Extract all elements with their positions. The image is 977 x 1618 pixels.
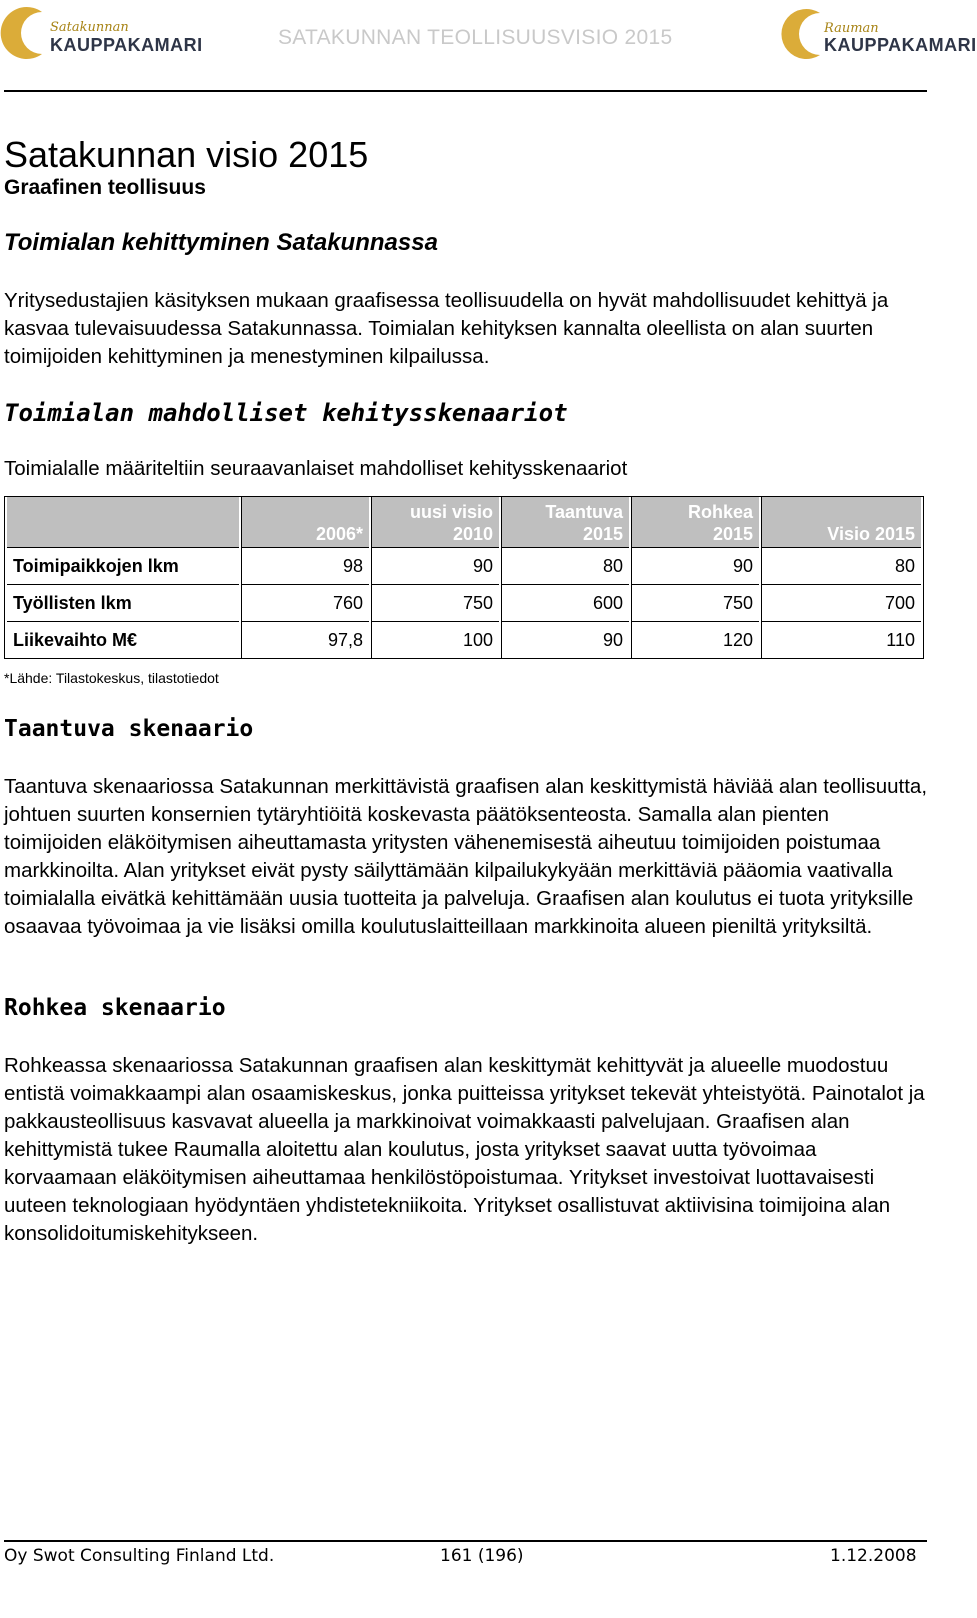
table-cell: 80 [761,547,921,584]
table-cell: 90 [501,621,629,658]
table-cell: Työllisten lkm [7,584,239,621]
table-header-cell: Taantuva 2015 [501,497,629,547]
page-title: Satakunnan visio 2015 [4,134,369,175]
table-row [7,547,921,584]
text-taantuva: Taantuva skenaariossa Satakunnan merkittävistä graafisen alan keskittymistä häviää alan teollisuutta, johtuen suurten konsernien tytäryhtiöitä koskevasta päätöksenteosta. Samalla alan pienten toimijoiden eläköitymisen aiheuttamasta yritysten vähenemisestä aiheutuu toimijoiden poistumaa markkinoilta. Alan yritykset eivät pysty säilyttämään kilpailukykyään merkittäviä pääomia vaativalla toimialalla eivätkä kehittämään uusia tuotteita ja palveluja. Graafisen alan koulutus ei tuota yrityksille osaavaa työvoimaa ja vie lisäksi omilla koulutuslaitteillaan markkinoita alueen pieniltä yrityksiltä. [4,775,928,938]
logo-left-small-text: Satakunnan [50,20,129,35]
scenario-table [4,496,924,659]
header-title: SATAKUNNAN TEOLLISUUSVISIO 2015 [278,26,673,49]
table-cell: Liikevaihto M€ [7,621,239,658]
table-source-note: *Lähde: Tilastokeskus, tilastotiedot [4,670,219,686]
logo-swoosh-icon [2,4,48,62]
table-header-cell: Rohkea 2015 [631,497,759,547]
logo-right-small-text: Rauman [824,21,879,36]
table-cell: 750 [631,584,759,621]
table-row [7,621,921,658]
footer-divider [4,1540,927,1542]
table-header-cell: Visio 2015 [761,497,921,547]
text-rohkea: Rohkeassa skenaariossa Satakunnan graafisen alan keskittymät kehittyvät ja alueelle muodostuu entistä voimakkaampi alan osaamiskeskus, jonka puitteissa yritykset tekevät yhteistyötä. Painotalot ja pakkausteollisuus kasvavat alueella ja markkinoivat voimakkaasti palvelujaan. Graafisen alan kehittymistä tukee Raumalla aloitettu alan koulutus, josta yritykset saavat uutta työvoimaa korvaamaan eläköitymisen aiheuttamaa henkilöstöpoistumaa. Yritykset investoivat luottavaisesti uuteen teknologiaan hyödyntäen yhdistetekniikoita. Yritykset osallistuvat aktiivisina toimijoina alan konsolidoitumiskehitykseen. [4,1054,925,1245]
table-header-row [7,497,921,547]
section-heading-kehittyminen: Toimialan kehittyminen Satakunnassa [4,229,438,256]
table-cell: 760 [241,584,369,621]
section-heading-skenaariot: Toimialan mahdolliset kehitysskenaariot [4,399,568,427]
table-cell: 80 [501,547,629,584]
heading-taantuva: Taantuva skenaario [4,716,254,742]
table-header-cell: uusi visio 2010 [371,497,499,547]
logo-right-big-text: KAUPPAKAMARI [824,35,977,55]
table-cell: 750 [371,584,499,621]
table-cell: 90 [631,547,759,584]
footer-page-number: 161 (196) [440,1546,524,1566]
table-header-cell [7,497,239,547]
table-cell: 110 [761,621,921,658]
section-intro-skenaariot: Toimialalle määriteltiin seuraavanlaiset mahdolliset kehitysskenaariot [4,457,628,480]
table-header-cell: 2006* [241,497,369,547]
table-cell: 120 [631,621,759,658]
footer-company: Oy Swot Consulting Finland Ltd. [4,1546,275,1566]
table-cell: 97,8 [241,621,369,658]
heading-rohkea: Rohkea skenaario [4,995,226,1021]
table-cell: 600 [501,584,629,621]
table-cell: 700 [761,584,921,621]
table-cell: 98 [241,547,369,584]
table-cell: 90 [371,547,499,584]
logo-swoosh-icon [782,4,826,62]
page-subtitle: Graafinen teollisuus [4,176,206,199]
table-cell: 100 [371,621,499,658]
table-row [7,584,921,621]
logo-left-big-text: KAUPPAKAMARI [50,35,203,55]
header-divider [4,90,927,92]
logo-rauman-kauppakamari [782,4,977,62]
footer-date: 1.12.2008 [830,1546,917,1566]
table-cell: Toimipaikkojen lkm [7,547,239,584]
logo-satakunnan-kauppakamari [2,4,202,62]
section-text-kehittyminen: Yritysedustajien käsityksen mukaan graafisessa teollisuudella on hyvät mahdollisuudet kehittyä ja kasvaa tulevaisuudessa Satakunnassa. Toimialan kehityksen kannalta oleellista on alan suurten toimijoiden kehittyminen ja menestyminen kilpailussa. [4,289,889,368]
